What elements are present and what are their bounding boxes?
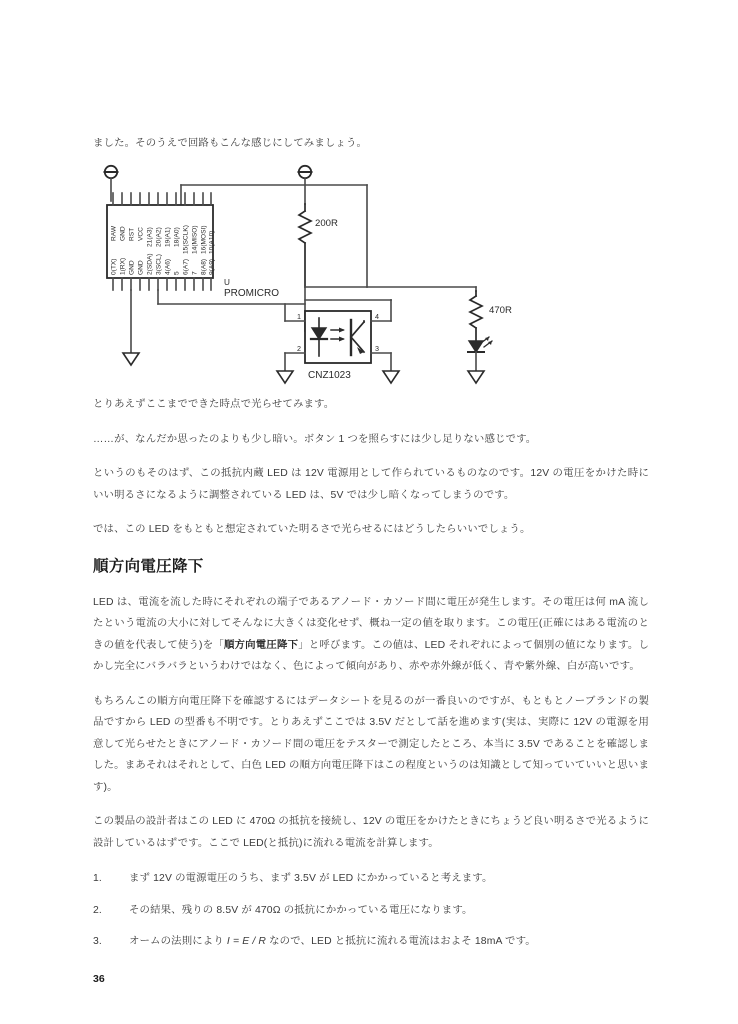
chip-top-pin-label: GND [119, 226, 127, 241]
chip-bottom-pin-label: 2(SDA) [146, 253, 154, 275]
chip-top-pin-label: 19(A1) [164, 227, 172, 247]
resistor-200r [299, 204, 311, 287]
chip-top-pin-label: 20(A2) [155, 227, 163, 247]
resistor-470r-label: 470R [489, 305, 512, 316]
paragraph-5-emphasis: 順方向電圧降下 [223, 639, 299, 651]
right-branch-wire [367, 287, 476, 291]
paragraph-5 [93, 592, 649, 678]
optocoupler-part-label: CNZ1023 [308, 370, 351, 381]
paragraph-1: とりあえずここまでできた時点で光らせてみます。 [93, 399, 335, 410]
paragraph-3: というのもそのはず、この抵抗内蔵 LED は 12V 電源用として作られているものなのです。12V の電圧をかけた時にいい明るさになるように調整されている LED は、5V では少し暗くなってしまうのです。 [93, 468, 649, 501]
opto-pin1-label: 1 [297, 312, 301, 321]
chip-refdes-label: U [224, 278, 230, 287]
list-item [93, 931, 649, 953]
list-item-number: 2. [93, 904, 102, 916]
chip-bottom-pin-label: 6(A7) [182, 258, 190, 275]
paragraph-2: ……が、なんだか思ったのよりも少し暗い。ボタン 1 つを照らすには少し足りない感じです。 [93, 433, 537, 445]
ground-symbol-chip [123, 353, 139, 365]
chip-bottom-pin-label: GND [137, 260, 145, 275]
list-item-text: まず 12V の電源電圧のうち、まず 3.5V が LED にかかっていると考えます。 [129, 873, 493, 884]
chip-bottom-pins [113, 278, 211, 290]
chip-bottom-pin-label: 5 [173, 271, 181, 275]
page-number: 36 [93, 973, 105, 985]
chip-bottom-pin-label: GND [128, 260, 136, 275]
chip-bottom-pin-label: 1(RX) [119, 257, 127, 275]
chip-top-pin-label: 10(A10) [208, 230, 216, 254]
section-heading: 順方向電圧降下 [93, 557, 204, 575]
resistor-470r [470, 291, 482, 341]
circuit-figure [93, 163, 649, 388]
chip-top-pin-label: 21(A3) [146, 227, 154, 247]
list-item-number: 3. [93, 936, 102, 947]
chip-bottom-pin-label: 4(A6) [164, 258, 172, 275]
chip-bottom-pin-label: 7 [191, 271, 199, 275]
intro-paragraph: ました。そのうえで回路もこんな感じにしてみましょう。 [93, 138, 368, 149]
list-item [93, 900, 649, 922]
list-item-number: 1. [93, 873, 102, 884]
chip-bottom-pin-label: 9(A9) [208, 258, 216, 275]
opto-pin2-label: 2 [297, 344, 301, 353]
chip-top-pins [113, 193, 211, 205]
resistor-200r-label: 200R [315, 218, 338, 229]
opto-pin3-label: 3 [375, 344, 379, 353]
chip-top-pin-label: RAW [110, 225, 118, 241]
chip-name-label: PROMICRO [224, 288, 279, 299]
opto-pin3-ground-wire [383, 353, 399, 383]
chip-top-pin-label: 18(A0) [173, 227, 181, 247]
led-symbol [468, 337, 492, 371]
chip-bottom-pin-label: 3(SCL) [155, 254, 163, 275]
list-item [93, 868, 649, 890]
paragraph-4: では、この LED をもともと想定されていた明るさで光らせるにはどうしたらいいでしょう。 [93, 524, 531, 535]
chip-top-pin-label: 14(MISO) [191, 225, 199, 254]
chip-top-pin-label: 15(SCLK) [182, 225, 190, 254]
list-item-text-b: なので、LED と抵抗に流れる電流はおよそ 18mA です。 [266, 936, 536, 947]
paragraph-5-part-a: LED は、電流を流した時にそれぞれの端子であるアノード・カソード間に電圧が発生します。その電圧は何 mA 流したという電流の大小に対してそんなに大きくは変化せず、概ね一定の値を取ります。この電圧(正確にはある電流のときの値を代表して使う)を「 [93, 596, 649, 651]
opto-pin2-ground-wire [277, 353, 293, 383]
paragraph-7: この製品の設計者はこの LED に 470Ω の抵抗を接続し、12V の電圧をかけたときにちょうど良い明るさで光るように設計しているはずです。ここで LED(と抵抗)に流れる電流を計算します。 [93, 816, 649, 849]
body-text-block [93, 394, 649, 963]
chip-bottom-pin-label: 8(A8) [200, 258, 208, 275]
paragraph-6: もちろんこの順方向電圧降下を確認するにはデータシートを見るのが一番良いのですが、もともとノーブランドの製品ですから LED の型番も不明です。とりあえずここでは 3.5V だとして話を進めます(実は、実際に 12V の電源を用意して光らせたときにアノード・カソード間の電圧をテスターで測定したところ、本当に 3.5V であることを確認しました。まあそれはそれとして、白色 LED の順方向電圧降下はこの程度というのは知識として知っていていいと思います)。 [93, 695, 649, 793]
ground-symbol-led [468, 371, 484, 383]
opto-pin4-label: 4 [375, 312, 379, 321]
paragraph-5-part-b: 」と呼びます。この値は、LED それぞれによって個別の値になります。しかし完全にバラバラというわけではなく、色によって傾向があり、赤や赤外線が低く、青や紫外線、白が高いです。 [93, 639, 649, 672]
ohms-law-formula: I = E / R [226, 936, 267, 947]
chip-top-pin-label: 16(MOSI) [200, 225, 208, 254]
list-item-text-a: オームの法則により [129, 936, 227, 947]
chip-top-pin-label: VCC [137, 227, 145, 241]
chip-bottom-pin-label: 0(TX) [110, 258, 118, 275]
optocoupler-body [305, 311, 371, 363]
calculation-steps-list [93, 868, 649, 953]
list-item-text: その結果、残りの 8.5V が 470Ω の抵抗にかかっている電圧になります。 [129, 904, 473, 916]
vcc-symbol-left [105, 166, 118, 201]
chip-top-pin-label: RST [128, 227, 136, 241]
